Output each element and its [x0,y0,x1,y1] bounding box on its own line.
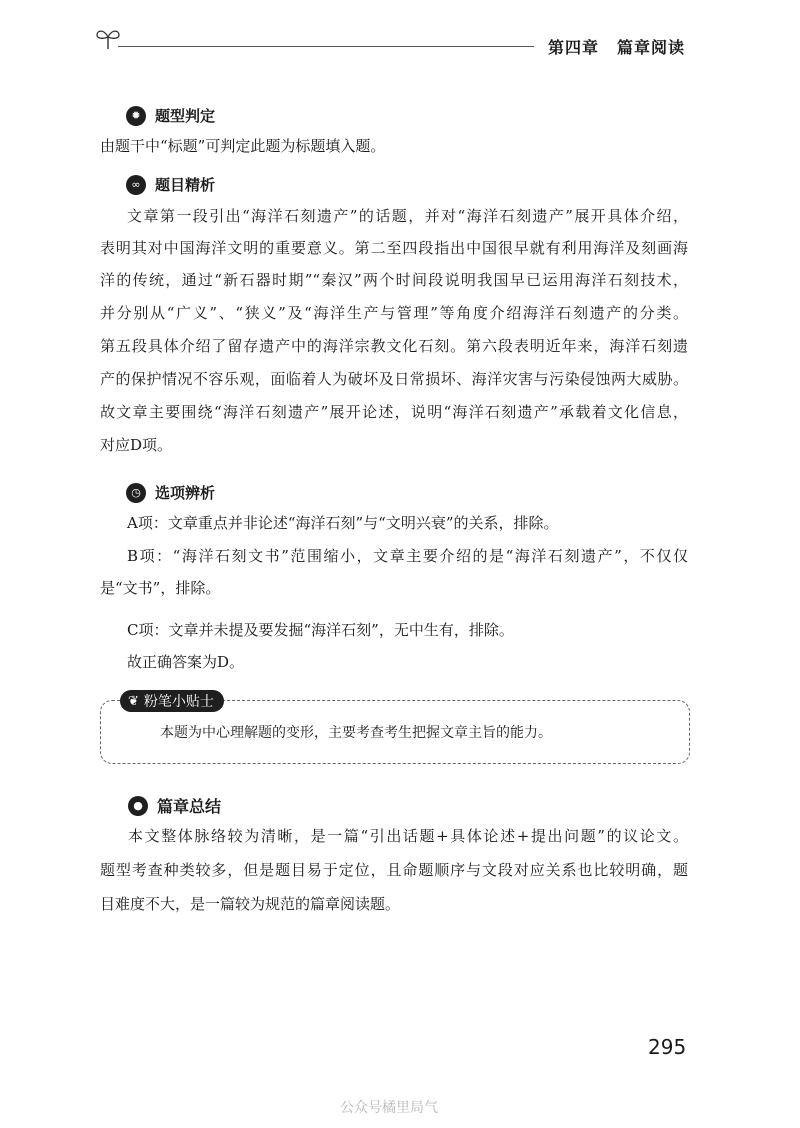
tip-label [120,690,224,712]
option-b-text-line-1: B项：“海洋石刻文书”范围缩小，文章主要介绍的是“海洋石刻遗产”，不仅仅 [127,547,688,565]
summary-line-3: 目难度不大，是一篇较为规范的篇章阅读题。 [100,895,401,913]
analysis-line-3: 洋的传统，通过“新石器时期”“秦汉”两个时间段说明我国早已运用海洋石刻技术， [100,271,688,289]
option-a-text: A项：文章重点并非论述“海洋石刻”与“文明兴衰”的关系，排除。 [127,514,559,532]
header-divider [118,46,534,47]
heading-options [126,482,215,503]
tip-text: 本题为中心理解题的变形，主要考查考生把握文章主旨的能力。 [160,725,552,741]
analysis-line-5: 第五段具体介绍了留存遗产中的海洋宗教文化石刻。第六段表明近年来，海洋石刻遗 [100,337,688,355]
analysis-line-1: 文章第一段引出“海洋石刻遗产”的话题，并对“海洋石刻遗产”展开具体介绍， [127,207,688,225]
page-number: 295 [648,1035,687,1059]
heading-analysis [126,174,215,195]
analysis-line-7: 故文章主要围绕“海洋石刻遗产”展开论述，说明“海洋石刻遗产”承载着文化信息， [100,403,688,421]
watermark: 公众号橘里局气 [340,1100,438,1116]
heading-type-judgment [126,105,215,126]
heading-summary [128,794,221,817]
correct-answer: 故正确答案为D。 [127,653,245,671]
analysis-line-2: 表明其对中国海洋文明的重要意义。第二至四段指出中国很早就有利用海洋及刻画海 [100,239,688,257]
option-c-text: C项：文章并未提及要发掘“海洋石刻”，无中生有，排除。 [127,621,514,639]
analysis-line-4: 并分别从“广义”、“狭义”及“海洋生产与管理”等角度介绍海洋石刻遗产的分类。 [100,304,688,322]
chapter-header [548,35,685,58]
type-judgment-text: 由题干中“标题”可判定此题为标题填入题。 [100,137,386,155]
chapter-number: 第四章 [548,38,600,57]
option-b-text-line-2: 是“文书”，排除。 [100,579,221,597]
heading-options-label: 选项辨析 [155,484,216,502]
heading-summary-label: 篇章总结 [157,797,222,816]
summary-line-2: 题型考查种类较多，但是题目易于定位，且命题顺序与文段对应关系也比较明确，题 [100,861,688,879]
analysis-line-6: 产的保护情况不容乐观，面临着人为破坏及日常损坏、海洋灾害与污染侵蚀两大威胁。 [100,370,688,388]
gear-icon: ✹ [126,106,146,126]
tip-label-text: 粉笔小贴士 [143,694,214,710]
heading-type-judgment-label: 题型判定 [155,107,216,125]
sprout-icon: ❦ [128,693,139,709]
clock-icon: ◷ [126,483,146,503]
summary-line-1: 本文整体脉络较为清晰，是一篇“引出话题+具体论述+提出问题”的议论文。 [128,827,688,845]
heading-analysis-label: 题目精析 [155,176,216,194]
analysis-line-8: 对应D项。 [100,436,173,454]
chapter-title: 篇章阅读 [617,38,686,57]
pin-icon: ● [128,796,148,816]
link-icon: ∞ [126,175,146,195]
